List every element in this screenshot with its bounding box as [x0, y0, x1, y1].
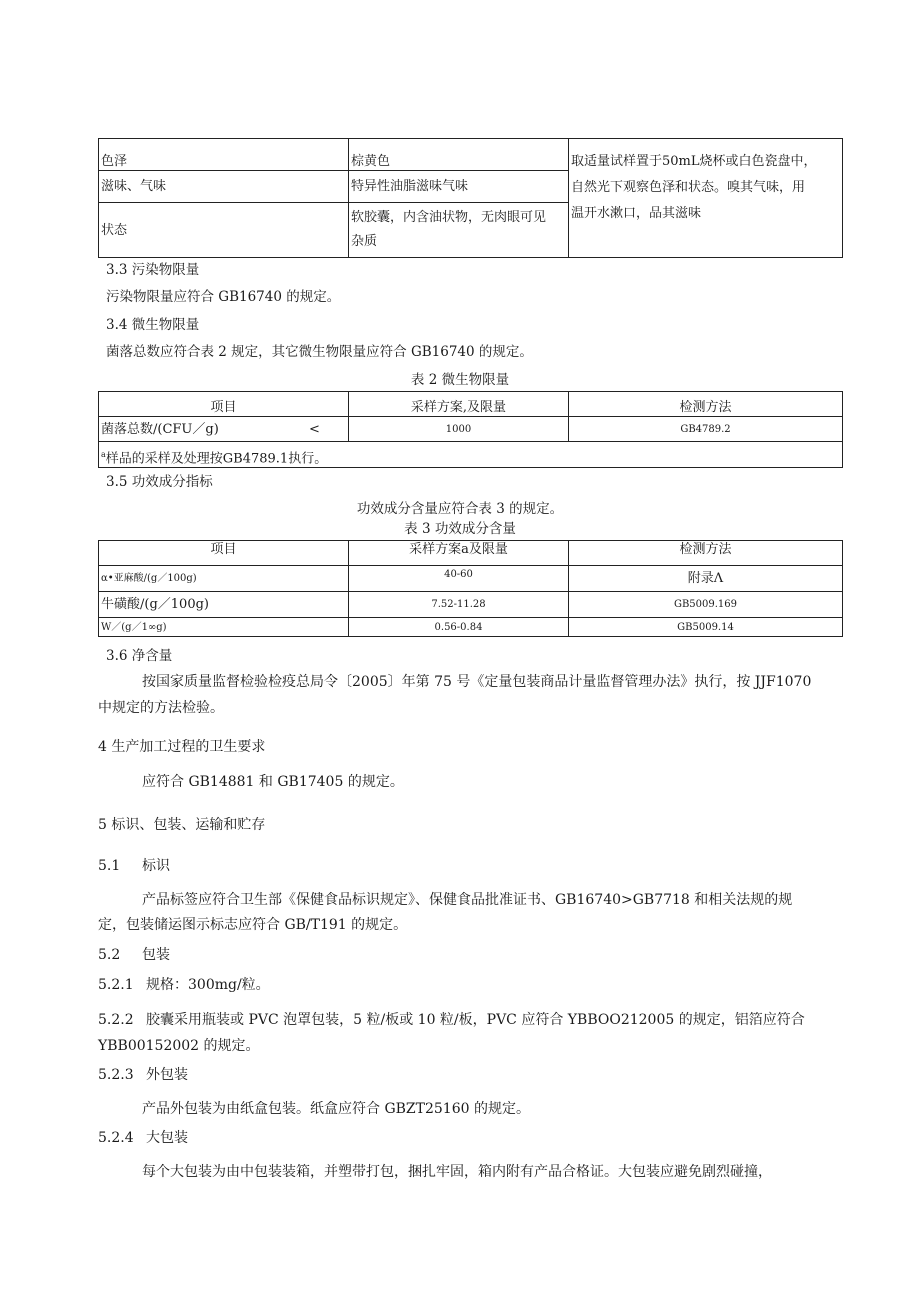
- section-5-2-3-number: 5.2.3: [98, 1067, 134, 1083]
- section-3-4-text: 菌落总数应符合表 2 规定，其它微生物限量应符合 GB16740 的规定。: [106, 344, 533, 360]
- section-3-6-heading: 3.6 净含量: [106, 648, 173, 664]
- table-3-header-item: 项目: [99, 541, 349, 566]
- sensory-req-taste: 特异性油脂滋味气味: [349, 171, 569, 203]
- section-4-heading: 4 生产加工过程的卫生要求: [98, 739, 266, 755]
- sensory-method-line1: 取适量试样置于50mL烧杯或白色瓷盘中，: [571, 154, 817, 169]
- sensory-item-state: 状态: [99, 203, 349, 258]
- sensory-method-line3: 温开水漱口，品其滋味: [571, 206, 702, 221]
- section-3-6-line-2: 中规定的方法检验。: [98, 700, 224, 716]
- sensory-table: [98, 138, 843, 258]
- table-2-row-item: [99, 417, 349, 442]
- section-3-6-line-1: 按国家质量监督检验检疫总局令〔2005〕年第 75 号《定量包装商品计量监督管理办法》执行，按 JJF1070: [142, 674, 812, 690]
- section-5-1-number: 5.1: [98, 858, 121, 874]
- table-2-row-limit: 1000: [349, 417, 569, 442]
- section-5-2-3-title: 外包装: [146, 1067, 188, 1083]
- sensory-req-state: 软胶囊，内含油状物，无肉眼可见 杂质: [349, 203, 569, 258]
- table-3-row-3-item: W／(g／1∞g): [99, 618, 349, 637]
- section-5-2-3-text: 产品外包装为由纸盒包装。纸盒应符合 GBZT25160 的规定。: [142, 1101, 530, 1117]
- table-3-header-method: 检测方法: [569, 541, 843, 566]
- section-5-1-line-1: 产品标签应符合卫生部《保健食品标识规定》、保健食品批准证书、GB16740>GB7718 和相关法规的规: [142, 892, 793, 908]
- section-5-2-title: 包装: [142, 947, 170, 963]
- table-2-header-method: 检测方法: [569, 392, 843, 417]
- section-3-4-heading: 3.4 微生物限量: [106, 317, 200, 333]
- table-3-row-2-item: 牛磺酸/(g／100g): [99, 592, 349, 618]
- section-5-2-1-text: 规格：300mg/粒。: [146, 977, 270, 993]
- section-5-2-4-title: 大包装: [146, 1130, 188, 1146]
- table-3-row-2-method: GB5009.169: [569, 592, 843, 618]
- section-3-5-text: 功效成分含量应符合表 3 的规定。: [356, 501, 564, 517]
- table-3-caption: 表 3 功效成分含量: [404, 521, 516, 537]
- table-2-row-method: GB4789.2: [569, 417, 843, 442]
- section-4-text: 应符合 GB14881 和 GB17405 的规定。: [142, 774, 404, 790]
- table-3-row-1-limit: 40-60: [349, 566, 569, 592]
- sensory-method-cell: [569, 139, 843, 258]
- section-5-2-1-number: 5.2.1: [98, 977, 134, 993]
- table-3-row-1-item: α•亚麻酸/(g／100g): [99, 566, 349, 592]
- table-2-header-limit: 采样方案,及限量: [349, 392, 569, 417]
- table-2-header-item: 项目: [99, 392, 349, 417]
- section-5-2-number: 5.2: [98, 947, 121, 963]
- section-5-2-2-line-1: 胶囊采用瓶装或 PVC 泡罩包装，5 粒/板或 10 粒/板，PVC 应符合 YBBOO212005 的规定，铝箔应符合: [146, 1012, 805, 1028]
- table-3-row-2-limit: 7.52-11.28: [349, 592, 569, 618]
- table-2-item-label: 菌落总数/(CFU／g): [101, 421, 219, 437]
- table-3-header-limit: 采样方案a及限量: [349, 541, 569, 566]
- table-2-item-symbol: <: [309, 422, 320, 437]
- table-2-note-mark: a: [101, 449, 106, 459]
- microbe-table: [98, 391, 843, 468]
- table-3-row-1-method: 附录Λ: [569, 566, 843, 592]
- sensory-item-taste: 滋味、气味: [99, 171, 349, 203]
- section-5-2-2-number: 5.2.2: [98, 1012, 134, 1028]
- section-5-heading: 5 标识、包装、运输和贮存: [98, 817, 266, 833]
- section-5-1-title: 标识: [142, 858, 170, 874]
- section-5-2-2-line-2: YBB00152002 的规定。: [98, 1038, 260, 1054]
- table-2-note-text: 样品的采样及处理按GB4789.1执行。: [105, 451, 328, 466]
- table-3-row-3-method: GB5009.14: [569, 618, 843, 637]
- table-2-note: [99, 442, 843, 468]
- section-3-3-heading: 3.3 污染物限量: [106, 262, 200, 278]
- section-5-1-line-2: 定，包装储运图示标志应符合 GB/T191 的规定。: [98, 917, 408, 933]
- section-3-3-text: 污染物限量应符合 GB16740 的规定。: [106, 289, 341, 305]
- section-5-2-4-text: 每个大包装为由中包装装箱，并塑带打包，捆扎牢固，箱内附有产品合格证。大包装应避免剧烈碰撞，: [142, 1164, 772, 1180]
- table-3-row-3-limit: 0.56-0.84: [349, 618, 569, 637]
- sensory-req-color: 棕黄色: [349, 139, 569, 171]
- functional-table: [98, 540, 843, 637]
- section-3-5-heading: 3.5 功效成分指标: [106, 474, 213, 490]
- sensory-item-color: 色泽: [99, 139, 349, 171]
- section-5-2-4-number: 5.2.4: [98, 1130, 134, 1146]
- table-2-caption: 表 2 微生物限量: [410, 372, 510, 388]
- sensory-method-line2: 自然光下观察色泽和状态。嗅其气味，用: [571, 180, 806, 195]
